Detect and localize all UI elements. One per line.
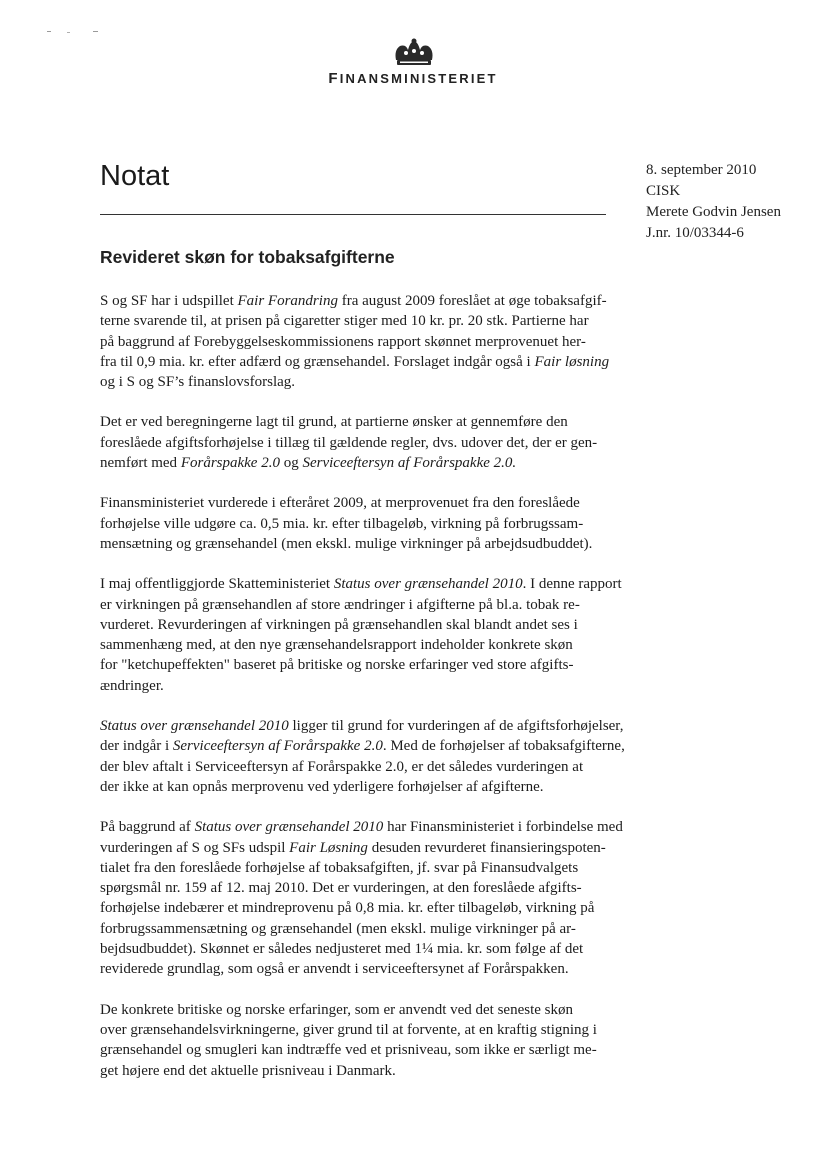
- crown-logo-icon: [390, 38, 438, 68]
- text-run: S og SF har i udspillet: [100, 293, 238, 309]
- italic-title-text: Fair løsning: [534, 353, 610, 370]
- text-line: [100, 959, 640, 979]
- italic-title-text: Forårspakke 2.0: [180, 455, 280, 472]
- ministry-name: [0, 70, 826, 87]
- title-divider: [100, 214, 606, 215]
- body-text: [100, 291, 640, 1101]
- text-line: [100, 534, 640, 554]
- text-line: [100, 311, 640, 331]
- text-line: [100, 736, 640, 756]
- document-author: Merete Godvin Jensen: [646, 204, 781, 220]
- text-line: [100, 595, 640, 615]
- text-line: [100, 433, 640, 453]
- text-line: [100, 919, 640, 939]
- text-run: fra til 0,9 mia. kr. efter adfærd og grænsehandel. Forslaget indgår også i: [100, 353, 535, 370]
- text-run: ligger til grund for vurderingen af de afgiftsforhøjelser,: [288, 718, 624, 735]
- text-run: reviderede grundlag, som også er anvendt i serviceeftersynet af Forårspakken.: [100, 961, 569, 978]
- text-line: [100, 514, 640, 534]
- text-run: sammenhæng med, at den nye grænsehandelsrapport indeholder konkrete skøn: [100, 637, 573, 654]
- text-run: forhøjelse indebærer et mindreprovenu på 0,8 mia. kr. efter tilbageløb, virkning på: [100, 900, 595, 917]
- text-run: . Med de forhøjelser af tobaksafgifterne,: [382, 738, 625, 755]
- text-line: [100, 453, 640, 473]
- paragraph: [100, 817, 640, 979]
- text-run: grænsehandel og smugleri kan indtræffe ved et prisniveau, som ikke er særligt me-: [100, 1042, 597, 1059]
- text-line: [100, 291, 640, 311]
- text-run: der blev aftalt i Serviceeftersyn af Forårspakke 2.0, er det således vurderingen at: [100, 758, 584, 775]
- text-run: og: [279, 455, 303, 472]
- text-line: [100, 777, 640, 797]
- text-run: vurderingen af S og SFs udspil: [100, 839, 290, 856]
- text-line: [100, 716, 640, 736]
- text-run: get højere end det aktuelle prisniveau i Danmark.: [100, 1062, 396, 1079]
- section-heading: Revideret skøn for tobaksafgifterne: [100, 247, 395, 267]
- text-run: Finansministeriet vurderede i efteråret 2009, at merprovenuet fra den foreslåede: [100, 495, 580, 512]
- italic-title-text: Serviceeftersyn af Forårspakke 2.0.: [302, 455, 517, 472]
- italic-title-text: Fair Forandring: [237, 293, 338, 309]
- text-line: [100, 1040, 640, 1060]
- text-run: desuden revurderet finansieringspoten-: [367, 839, 606, 856]
- text-line: [100, 493, 640, 513]
- text-run: der indgår i: [100, 738, 173, 755]
- text-run: foreslåede afgiftsforhøjelse i tillæg til gældende regler, dvs. udover det, der er gen-: [100, 434, 598, 451]
- paragraph: [100, 1000, 640, 1081]
- italic-title-text: Serviceeftersyn af Forårspakke 2.0: [172, 738, 383, 755]
- text-line: [100, 615, 640, 635]
- paragraph: [100, 291, 640, 392]
- italic-title-text: Status over grænsehandel 2010: [194, 819, 384, 836]
- text-line: [100, 838, 640, 858]
- text-run: nemført med: [100, 455, 181, 472]
- text-run: forbrugssammensætning og grænsehandel (men ekskl. mulige virkninger på ar-: [100, 920, 576, 937]
- text-line: [100, 412, 640, 432]
- text-run: Det er ved beregningerne lagt til grund, at partierne ønsker at gennemføre den: [100, 414, 568, 431]
- text-run: vurderet. Revurderingen af virkningen på grænsehandlen skal blandt andet ses i: [100, 616, 578, 633]
- paragraph: [100, 574, 640, 696]
- text-run: har Finansministeriet i forbindelse med: [383, 819, 623, 836]
- text-run: og i S og SF’s finanslovsforslag.: [100, 374, 296, 391]
- text-run: På baggrund af: [100, 819, 195, 836]
- text-run: over grænsehandelsvirkningerne, giver grund til at forvente, at en kraftig stigning i: [100, 1021, 597, 1038]
- text-line: [100, 817, 640, 837]
- text-line: [100, 939, 640, 959]
- text-line: [100, 858, 640, 878]
- ministry-name-initial: F: [328, 70, 340, 87]
- text-run: tialet fra den foreslåede forhøjelse af tobaksafgiften, jf. svar på Finansudvalgets: [100, 859, 579, 876]
- text-run: . I denne rapport: [522, 576, 622, 593]
- text-run: bejdsudbuddet). Skønnet er således nedjusteret med 1¼ mia. kr. som følge af det: [100, 941, 584, 958]
- italic-title-text: Status over grænsehandel 2010: [333, 576, 523, 593]
- text-run: terne svarende til, at prisen på cigaretter stiger med 10 kr. pr. 20 stk. Partierne har: [100, 313, 589, 330]
- paragraph: [100, 412, 640, 473]
- text-line: [100, 1000, 640, 1020]
- text-line: [100, 574, 640, 594]
- text-run: ændringer.: [100, 677, 164, 694]
- text-line: [100, 1061, 640, 1081]
- text-line: [100, 352, 640, 372]
- scan-specks: [45, 28, 105, 36]
- text-line: [100, 878, 640, 898]
- text-run: for "ketchupeffekten" baseret på britiske og norske erfaringer ved store afgifts-: [100, 657, 574, 674]
- text-run: fra august 2009 foreslået at øge tobaksafgif-: [337, 293, 607, 309]
- text-line: [100, 676, 640, 696]
- text-run: mensætning og grænsehandel (men ekskl. mulige virkninger på arbejdsudbuddet).: [100, 535, 593, 552]
- document-initials: CISK: [646, 183, 681, 199]
- italic-title-text: Fair Løsning: [289, 839, 368, 856]
- text-run: er virkningen på grænsehandlen af store ændringer i afgifterne på bl.a. tobak re-: [100, 596, 580, 613]
- text-line: [100, 757, 640, 777]
- text-line: [100, 635, 640, 655]
- text-run: I maj offentliggjorde Skatteministeriet: [100, 576, 334, 593]
- text-run: spørgsmål nr. 159 af 12. maj 2010. Det er vurderingen, at den foreslåede afgifts-: [100, 880, 582, 897]
- text-run: på baggrund af Forebyggelseskommissionens rapport skønnet merprovenuet her-: [100, 333, 586, 350]
- text-line: [100, 655, 640, 675]
- text-line: [100, 332, 640, 352]
- paragraph: [100, 716, 640, 797]
- text-run: De konkrete britiske og norske erfaringer, som er anvendt ved det seneste skøn: [100, 1001, 573, 1018]
- journal-number: J.nr. 10/03344-6: [646, 225, 744, 241]
- document-meta: [646, 160, 781, 244]
- text-line: [100, 372, 640, 392]
- page-title: Notat: [100, 160, 170, 192]
- text-run: der ikke at kan opnås merprovenu ved yderligere forhøjelser af afgifterne.: [100, 778, 544, 795]
- text-line: [100, 898, 640, 918]
- italic-title-text: Status over grænsehandel 2010: [100, 718, 289, 735]
- text-line: [100, 1020, 640, 1040]
- text-run: forhøjelse ville udgøre ca. 0,5 mia. kr. efter tilbageløb, virkning på forbrugssam-: [100, 515, 584, 532]
- ministry-name-rest: INANSMINISTERIET: [339, 71, 498, 86]
- paragraph: [100, 493, 640, 554]
- document-date: 8. september 2010: [646, 162, 757, 178]
